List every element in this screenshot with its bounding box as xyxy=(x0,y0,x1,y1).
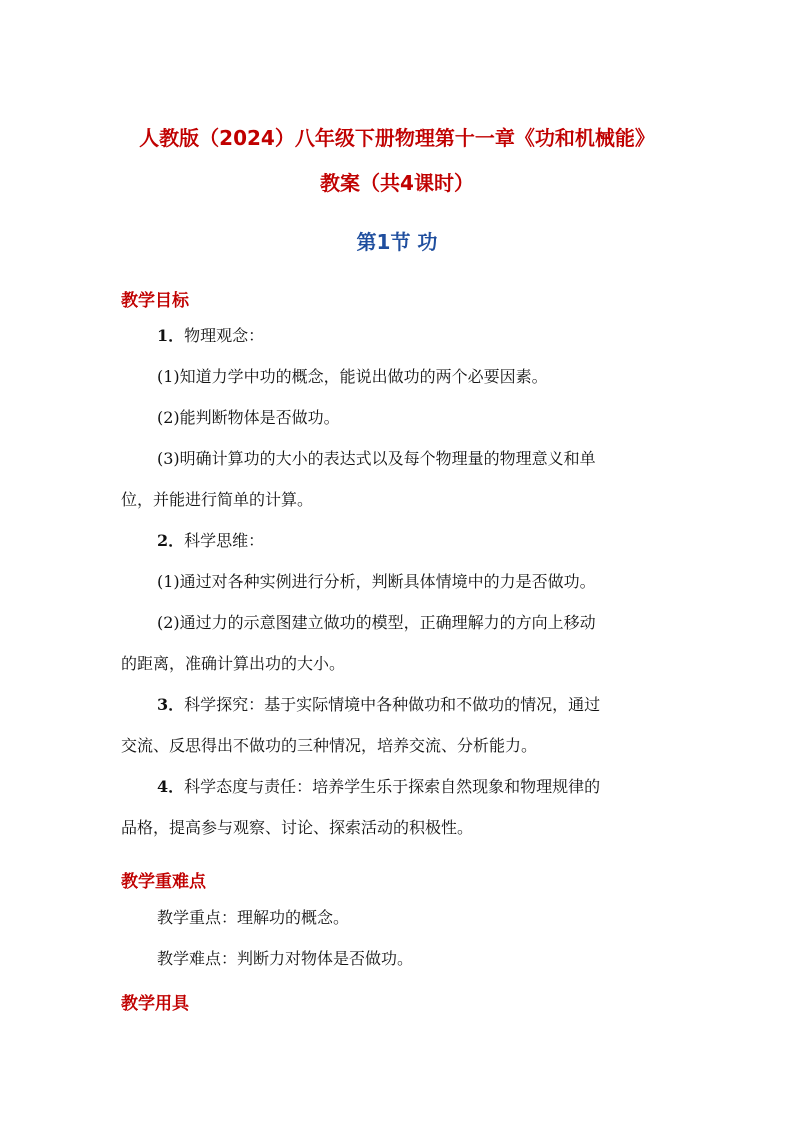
document-title-line2: 教案（共4课时） xyxy=(320,171,474,195)
heading-tools: 教学用具 xyxy=(121,994,189,1014)
objective-item-2 xyxy=(121,520,676,561)
objective-item-3-text: 科学探究：基于实际情境中各种做功和不做功的情况，通过 xyxy=(184,695,601,714)
objective-item-1 xyxy=(121,315,676,356)
objective-item-2-sub1: (1)通过对各种实例进行分析，判断具体情境中的力是否做功。 xyxy=(157,572,596,591)
objective-item-4-number: 4． xyxy=(157,777,185,796)
section-title: 第1节 功 xyxy=(356,230,438,254)
objective-item-1-sub3-line1: (3)明确计算功的大小的表达式以及每个物理量的物理意义和单 xyxy=(157,449,596,468)
heading-key-points: 教学重难点 xyxy=(121,872,206,892)
objective-item-2-sub2-line1: (2)通过力的示意图建立做功的模型，正确理解力的方向上移动 xyxy=(157,613,596,632)
objective-item-1-sub1: (1)知道力学中功的概念，能说出做功的两个必要因素。 xyxy=(157,367,548,386)
key-point-difficulty: 教学难点：判断力对物体是否做功。 xyxy=(157,949,414,968)
objective-item-1-label: 物理观念： xyxy=(184,326,265,345)
objective-item-1-number: 1． xyxy=(157,326,185,345)
objective-item-1-sub2: (2)能判断物体是否做功。 xyxy=(157,408,340,427)
objective-item-2-number: 2． xyxy=(157,531,185,550)
objective-item-1-sub3-line2: 位，并能进行简单的计算。 xyxy=(121,490,314,509)
heading-objectives: 教学目标 xyxy=(121,291,189,311)
objective-item-4-text: 科学态度与责任：培养学生乐于探索自然现象和物理规律的 xyxy=(184,777,601,796)
key-point-focus: 教学重点：理解功的概念。 xyxy=(157,908,350,927)
objective-item-2-label: 科学思维： xyxy=(184,531,265,550)
document-title-line1: 人教版（2024）八年级下册物理第十一章《功和机械能》 xyxy=(139,126,655,150)
objective-item-3-line1 xyxy=(121,684,676,725)
objective-item-3-number: 3． xyxy=(157,695,185,714)
objective-item-4-line1 xyxy=(121,766,676,807)
objective-item-4-line2: 品格，提高参与观察、讨论、探索活动的积极性。 xyxy=(121,818,474,837)
objective-item-2-sub2-line2: 的距离，准确计算出功的大小。 xyxy=(121,654,346,673)
objective-item-3-line2: 交流、反思得出不做功的三种情况，培养交流、分析能力。 xyxy=(121,736,538,755)
